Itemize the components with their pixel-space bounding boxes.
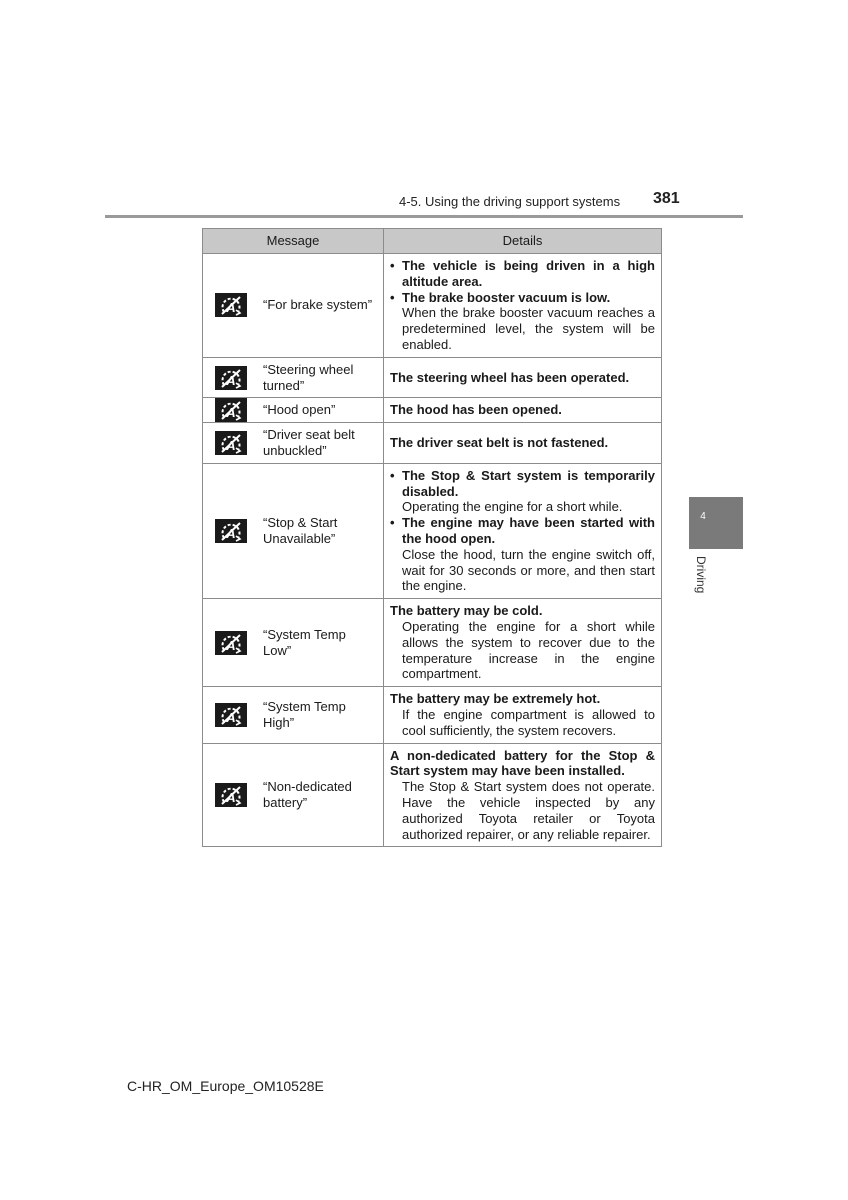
svg-text:A: A — [226, 637, 236, 653]
message-table — [202, 228, 662, 847]
message-text: “For brake system” — [263, 297, 373, 313]
detail-condition: • The brake booster vacuum is low. — [402, 289, 611, 305]
details-cell — [384, 599, 662, 687]
message-cell — [203, 599, 384, 687]
stop-start-warning-icon — [215, 366, 247, 390]
message-text: “Hood open” — [263, 402, 336, 418]
table-row — [203, 357, 662, 398]
svg-text:A: A — [226, 300, 236, 316]
column-header-message: Message — [203, 229, 384, 254]
table-row — [203, 599, 662, 687]
details-cell — [384, 687, 662, 743]
stop-start-warning-icon — [215, 783, 247, 807]
table-row — [203, 463, 662, 598]
stop-start-warning-icon — [215, 398, 247, 422]
table-row — [203, 398, 662, 423]
message-cell — [203, 743, 384, 847]
detail-condition: • The Stop & Start system is temporarily disabled. — [402, 467, 655, 499]
detail-condition: • The engine may have been started with the hood open. — [402, 515, 655, 546]
table-row — [203, 254, 662, 358]
detail-item — [390, 603, 655, 682]
details-cell — [384, 423, 662, 464]
table-header-row — [203, 229, 662, 254]
detail-explanation: If the engine compartment is allowed to cool sufficiently, the system recovers. — [402, 706, 655, 738]
header-divider — [105, 215, 743, 218]
svg-text:A: A — [226, 525, 236, 541]
message-cell — [203, 687, 384, 743]
detail-explanation: Operating the engine for a short while allows the system to recover due to the temperature increase in the engine compartment. — [402, 618, 655, 682]
message-text: “Non-dedicated battery” — [263, 779, 352, 810]
stop-start-warning-icon — [215, 631, 247, 655]
detail-item — [390, 402, 655, 418]
details-cell — [384, 398, 662, 423]
detail-condition: The hood has been opened. — [390, 402, 562, 418]
section-title: 4-5. Using the driving support systems — [399, 194, 621, 209]
detail-explanation: Close the hood, turn the engine switch off, wait for 30 seconds or more, and then start the engine. — [402, 546, 655, 594]
svg-text:A: A — [226, 405, 236, 421]
detail-item — [390, 435, 655, 451]
message-text: “Stop & Start Unavailable” — [263, 515, 338, 546]
details-cell — [384, 254, 662, 358]
table-body — [203, 254, 662, 847]
message-text: “Steering wheel turned” — [263, 361, 354, 393]
detail-item — [390, 691, 655, 738]
svg-text:A: A — [226, 709, 236, 725]
message-text: “System Temp High” — [263, 699, 346, 730]
column-header-details: Details — [384, 229, 662, 254]
detail-item — [390, 370, 655, 386]
detail-condition: A non-dedicated battery for the Stop & Start system may have been installed. — [390, 747, 655, 779]
svg-text:A: A — [226, 437, 236, 453]
detail-item — [390, 748, 655, 843]
detail-condition: The driver seat belt is not fastened. — [390, 435, 609, 451]
details-cell — [384, 357, 662, 398]
svg-text:A: A — [226, 789, 236, 805]
svg-text:A: A — [226, 372, 236, 388]
detail-explanation: The Stop & Start system does not operate. Have the vehicle inspected by any authorized Toyota retailer or Toyota authorized repairer, or any reliable repairer. — [402, 779, 655, 842]
message-text: “Driver seat belt unbuckled” — [263, 427, 355, 458]
detail-bullet — [390, 515, 655, 594]
details-cell — [384, 463, 662, 598]
detail-condition: The steering wheel has been operated. — [390, 369, 630, 385]
table-row — [203, 423, 662, 464]
message-cell — [203, 423, 384, 464]
detail-bullet — [390, 468, 655, 515]
chapter-label: Driving — [694, 556, 708, 594]
message-cell — [203, 398, 384, 423]
stop-start-warning-icon — [215, 703, 247, 727]
stop-start-warning-icon — [215, 519, 247, 543]
details-cell — [384, 743, 662, 847]
document-code: C-HR_OM_Europe_OM10528E — [127, 1078, 324, 1094]
stop-start-warning-icon — [215, 431, 247, 455]
stop-start-warning-icon — [215, 293, 247, 317]
table-row — [203, 687, 662, 743]
detail-explanation: When the brake booster vacuum reaches a predetermined level, the system will be enabled. — [402, 305, 655, 352]
detail-condition: The battery may be cold. — [390, 603, 543, 619]
detail-condition: The battery may be extremely hot. — [390, 691, 601, 707]
message-cell — [203, 463, 384, 598]
table-row — [203, 743, 662, 847]
message-cell — [203, 254, 384, 358]
message-cell — [203, 357, 384, 398]
chapter-tab — [689, 497, 743, 549]
detail-bullet — [390, 290, 655, 353]
message-text: “System Temp Low” — [263, 626, 346, 658]
detail-condition: • The vehicle is being driven in a high altitude area. — [402, 258, 655, 289]
detail-explanation: Operating the engine for a short while. — [402, 499, 623, 515]
chapter-number: 4 — [700, 511, 706, 522]
detail-bullet — [390, 258, 655, 290]
page-number: 381 — [653, 190, 680, 207]
